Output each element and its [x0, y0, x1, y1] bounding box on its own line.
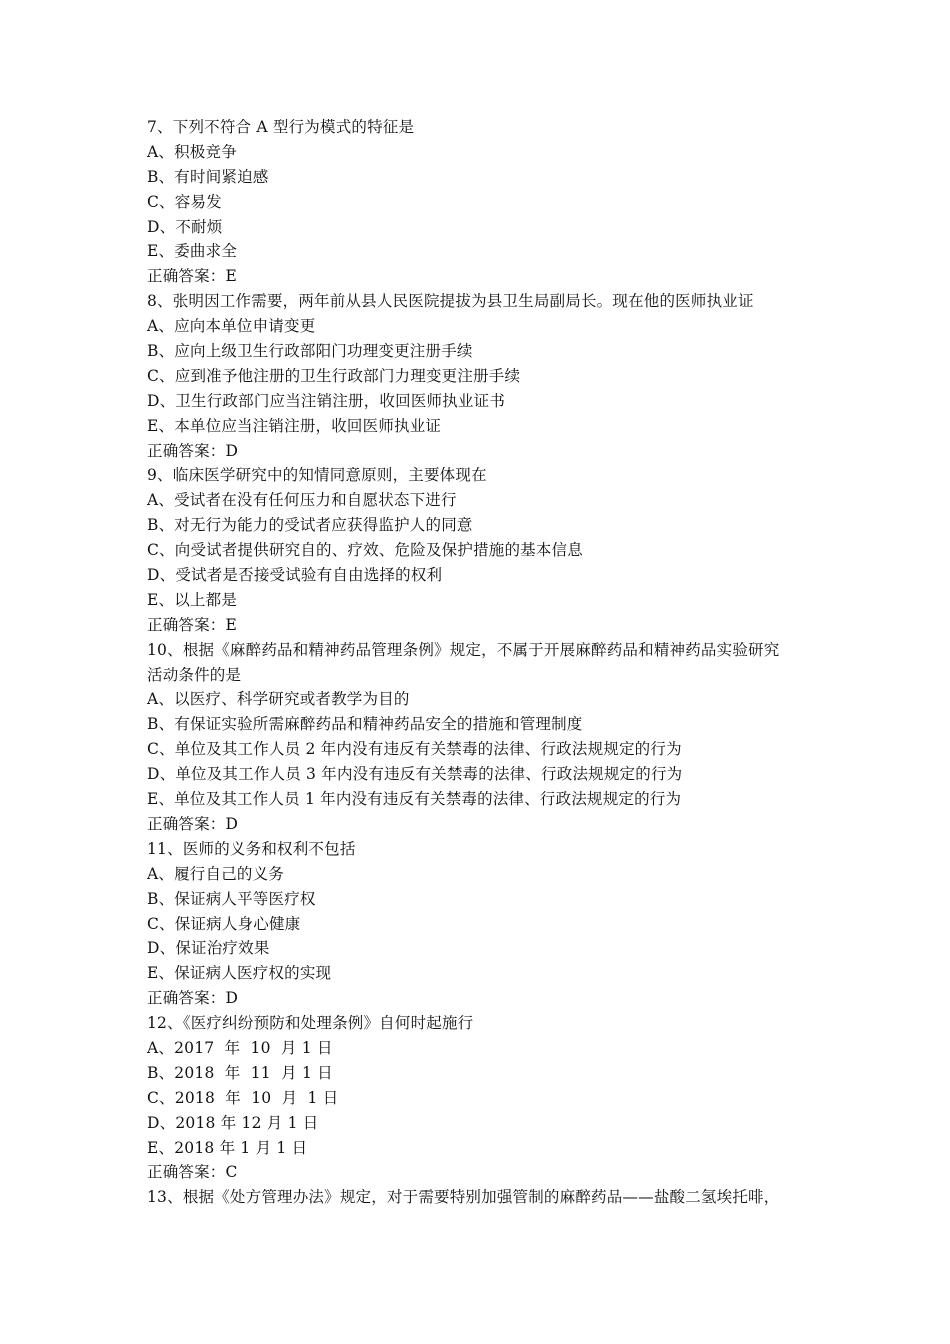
- question-7-stem: 7、下列不符合 A 型行为模式的特征是: [147, 118, 415, 136]
- question-9-answer: 正确答案：E: [147, 615, 238, 634]
- question-7-option-a: A、积极竞争: [147, 142, 237, 161]
- question-10-option-b: B、有保证实验所需麻醉药品和精神药品安全的措施和管理制度: [147, 715, 583, 734]
- question-7-option-b: B、有时间紧迫感: [147, 167, 269, 186]
- question-12-option-b: B、2018 年 11 月 1 日: [147, 1063, 333, 1082]
- question-8-option-c: C、应到准予他注册的卫生行政部门力理变更注册手续: [147, 366, 521, 385]
- question-11-option-c: C、保证病人身心健康: [147, 914, 301, 933]
- question-10-option-a: A、以医疗、科学研究或者教学为目的: [147, 690, 410, 709]
- question-10-option-d: D、单位及其工作人员 3 年内没有违反有关禁毒的法律、行政法规规定的行为: [147, 765, 683, 784]
- question-10-answer: 正确答案：D: [147, 814, 239, 833]
- question-12-option-c: C、2018 年 10 月 1 日: [147, 1088, 339, 1107]
- question-8-option-e: E、本单位应当注销注册，收回医师执业证: [147, 416, 442, 435]
- question-12-option-a: A、2017 年 10 月 1 日: [147, 1038, 333, 1057]
- question-11-option-b: B、保证病人平等医疗权: [147, 889, 316, 908]
- question-11-option-a: A、履行自己的义务: [147, 864, 284, 883]
- question-8-option-b: B、应向上级卫生行政部阳门功理变更注册手续: [147, 342, 473, 361]
- question-13-stem: 13、根据《处方管理办法》规定，对于需要特别加强管制的麻醉药品——盐酸二氢埃托啡，: [147, 1188, 780, 1207]
- question-9-stem: 9、临床医学研究中的知情同意原则，主要体现在: [147, 466, 487, 485]
- question-12-option-e: E、2018 年 1 月 1 日: [147, 1138, 308, 1157]
- question-12-answer: 正确答案：C: [147, 1163, 238, 1182]
- question-10-stem-line-1: 10、根据《麻醉药品和精神药品管理条例》规定，不属于开展麻醉药品和精神药品实验研究: [147, 640, 780, 659]
- question-8-option-a: A、应向本单位申请变更: [147, 317, 316, 336]
- question-10-option-e: E、单位及其工作人员 1 年内没有违反有关禁毒的法律、行政法规规定的行为: [147, 790, 682, 809]
- question-11-stem: 11、医师的义务和权利不包括: [147, 839, 356, 858]
- question-7-answer: 正确答案：E: [147, 267, 238, 286]
- question-9-option-a: A、受试者在没有任何压力和自愿状态下进行: [147, 491, 457, 510]
- question-8-option-d: D、卫生行政部门应当注销注册，收回医师执业证书: [147, 391, 506, 410]
- question-8-stem: 8、张明因工作需要，两年前从县人民医院提拔为县卫生局副局长。现在他的医师执业证: [147, 292, 754, 311]
- question-8-answer: 正确答案：D: [147, 441, 239, 460]
- question-10-stem-line-2: 活动条件的是: [147, 665, 242, 684]
- question-7-option-e: E、委曲求全: [147, 242, 238, 261]
- question-7-option-d: D、不耐烦: [147, 217, 223, 236]
- question-9-option-e: E、以上都是: [147, 590, 238, 609]
- question-11-option-e: E、保证病人医疗权的实现: [147, 964, 332, 983]
- question-12-option-d: D、2018 年 12 月 1 日: [147, 1113, 319, 1132]
- question-11-answer: 正确答案：D: [147, 989, 239, 1008]
- question-7-option-c: C、容易发: [147, 192, 222, 211]
- question-10-option-c: C、单位及其工作人员 2 年内没有违反有关禁毒的法律、行政法规规定的行为: [147, 740, 682, 759]
- document-page: [147, 115, 827, 1210]
- question-9-option-d: D、受试者是否接受试验有自由选择的权利: [147, 566, 443, 585]
- question-9-option-b: B、对无行为能力的受试者应获得监护人的同意: [147, 516, 473, 535]
- question-12-stem: 12、《医疗纠纷预防和处理条例》自何时起施行: [147, 1014, 474, 1033]
- question-9-option-c: C、向受试者提供研究自的、疗效、危险及保护措施的基本信息: [147, 541, 583, 560]
- question-11-option-d: D、保证治疗效果: [147, 939, 270, 958]
